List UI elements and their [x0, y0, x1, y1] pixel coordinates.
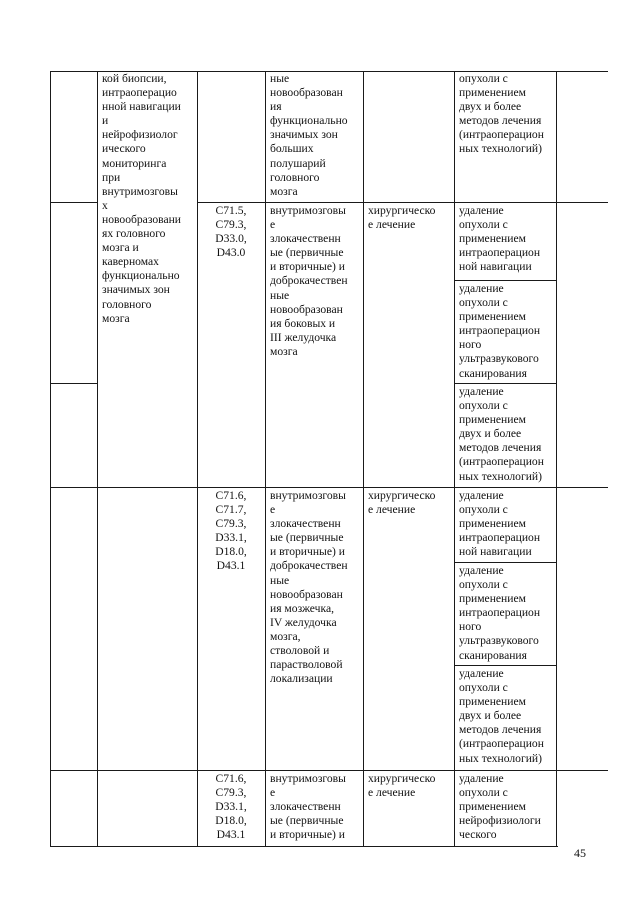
patient-model-cell: внутримозговы е злокачественн ые (первичные и вторичные) и доброкачествен ные новообразован ия боковых и III желудочка мозга	[270, 204, 348, 358]
table-bottom-border	[50, 846, 558, 847]
col-border	[363, 71, 364, 847]
col-border	[454, 71, 455, 847]
icd-codes-cell: C71.6, C71.7, C79.3, D33.1, D18.0, D43.1	[215, 489, 247, 573]
method-cell: удаление опухоли с применением нейрофизиологи ческого	[459, 772, 541, 842]
col-border	[556, 71, 557, 847]
patient-model-cell: ные новообразован ия функционально значимых зон больших полушарий головного мозга	[270, 72, 348, 198]
treatment-type-cell: хирургическо е лечение	[368, 489, 436, 517]
patient-model-cell: внутримозговы е злокачественн ые (первичные и вторичные) и доброкачествен ные новообразован ия мозжечка, IV желудочка мозга, стволовой и парастволовой локализации	[270, 489, 348, 686]
method-cell: удаление опухоли с применением интраоперацион ного ультразвукового сканирования	[459, 564, 541, 662]
row-divider	[50, 383, 97, 384]
method-divider	[454, 665, 556, 666]
icd-codes-cell: C71.6, C79.3, D33.1, D18.0, D43.1	[215, 772, 247, 842]
page-number: 45	[574, 846, 586, 860]
col-border	[197, 71, 198, 847]
method-cell: удаление опухоли с применением двух и более методов лечения (интраоперацион ных технологий)	[459, 385, 544, 483]
row-divider	[197, 202, 608, 203]
method-cell: удаление опухоли с применением двух и более методов лечения (интраоперацион ных технологий)	[459, 667, 544, 765]
method-cell: удаление опухоли с применением интраоперацион ного ультразвукового сканирования	[459, 282, 541, 380]
row-divider	[50, 487, 608, 488]
diagnosis-cell: кой биопсии, интраоперацио нной навигации и нейрофизиолог ического мониторинга при внутримозговы х новообразовани ях головного мозга и каверномах функционально значимых зон головного мозга	[102, 72, 182, 325]
col-border	[97, 71, 98, 847]
method-cell: удаление опухоли с применением интраоперацион ной навигации	[459, 204, 541, 274]
col-border	[50, 71, 51, 847]
method-divider	[454, 383, 556, 384]
col-border	[265, 71, 266, 847]
method-cell: удаление опухоли с применением интраоперацион ной навигации	[459, 489, 541, 559]
patient-model-cell: внутримозговы е злокачественн ые (первичные и вторичные) и	[270, 772, 346, 842]
icd-codes-cell: C71.5, C79.3, D33.0, D43.0	[215, 204, 247, 260]
method-divider	[454, 562, 556, 563]
method-cell: опухоли с применением двух и более методов лечения (интраоперацион ных технологий)	[459, 72, 544, 156]
row-divider	[50, 770, 608, 771]
row-divider	[50, 202, 97, 203]
method-divider	[454, 280, 556, 281]
treatment-type-cell: хирургическо е лечение	[368, 204, 436, 232]
treatment-type-cell: хирургическо е лечение	[368, 772, 436, 800]
